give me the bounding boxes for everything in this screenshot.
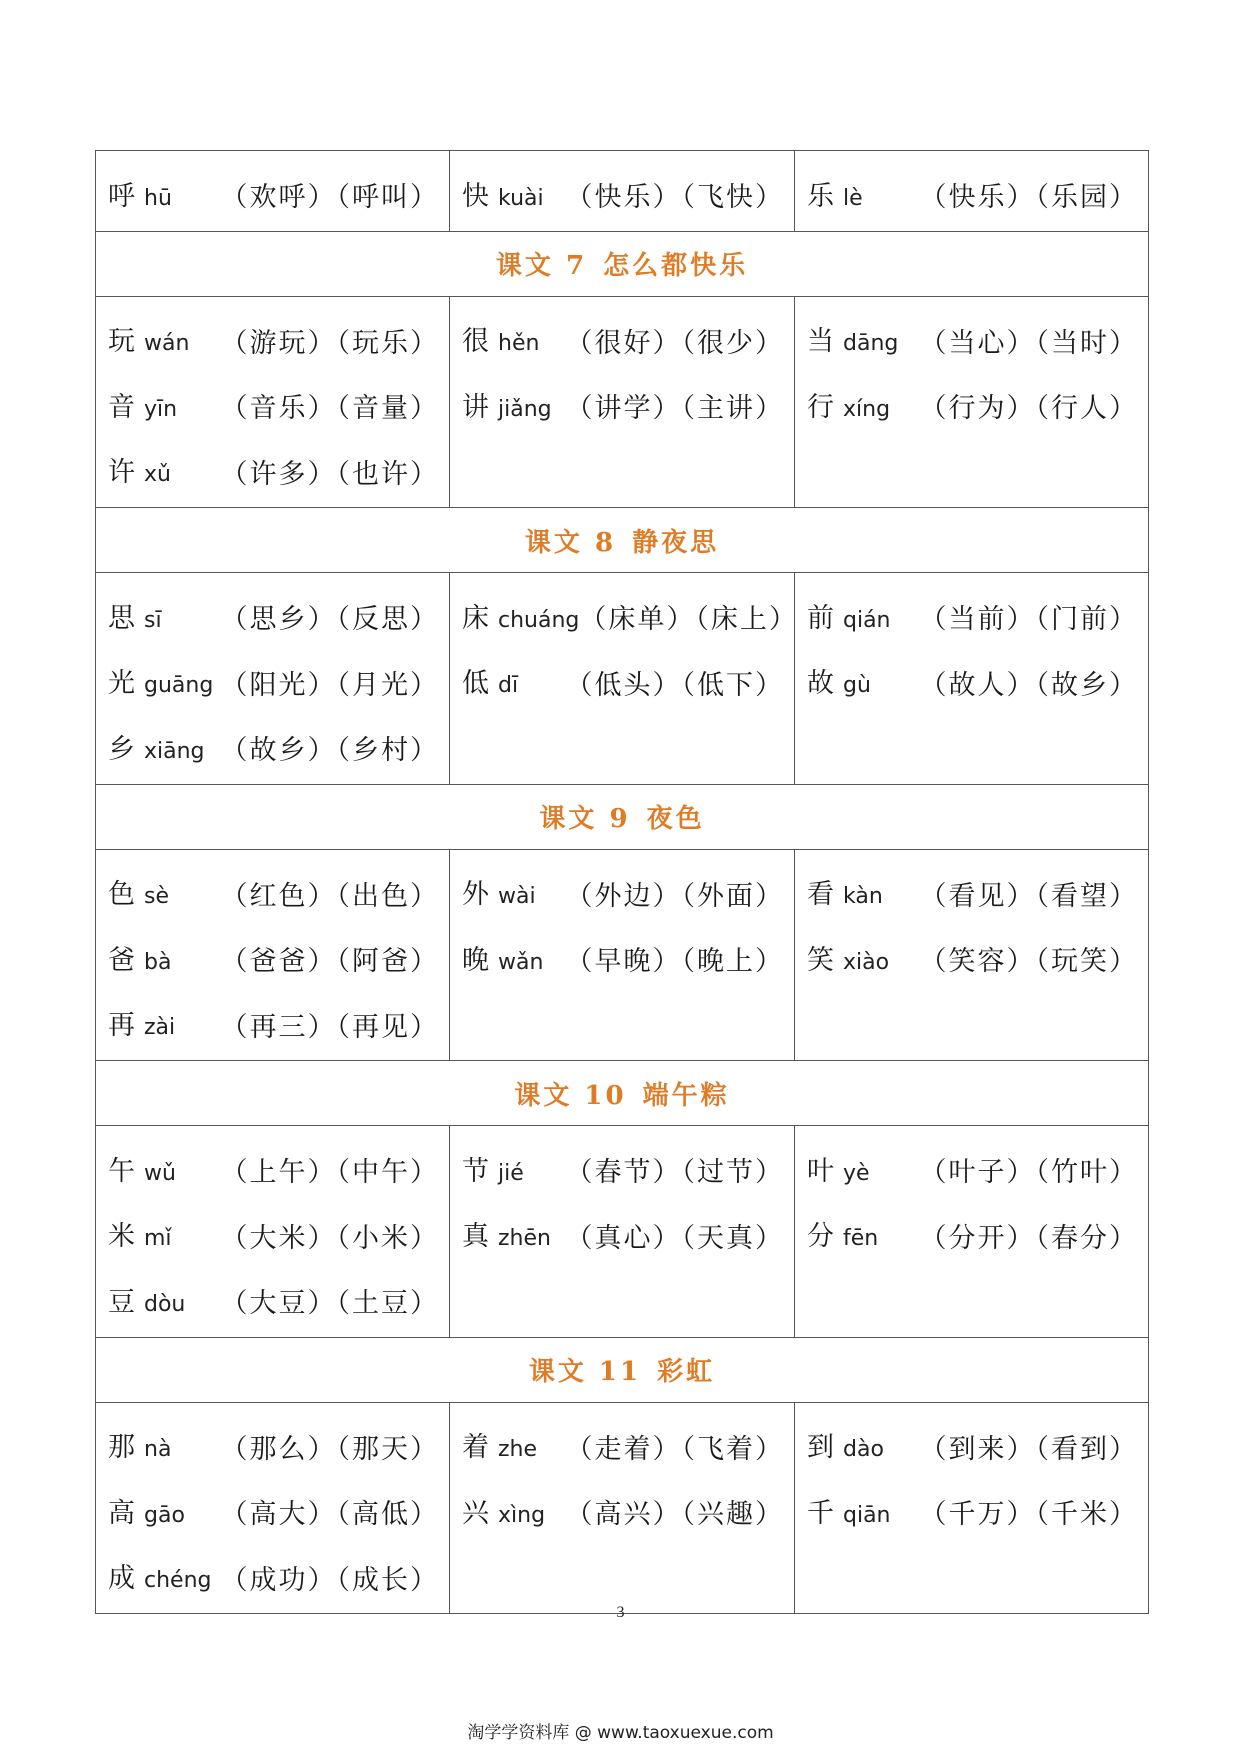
character-entry: [108, 1271, 439, 1337]
character-entry: [807, 1482, 1138, 1548]
footer-watermark: 淘学学资料库 @ www.taoxuexue.com: [467, 1723, 774, 1743]
pinyin: fēn: [843, 1226, 879, 1252]
example-words: （快乐）（飞快）: [565, 182, 784, 214]
hanzi: 当: [807, 326, 835, 358]
pinyin: chuáng: [498, 607, 580, 633]
example-words: （欢呼）（呼叫）: [220, 182, 439, 214]
lesson-title: 端午粽: [642, 1080, 730, 1111]
pinyin: sè: [144, 884, 169, 910]
hanzi: 故: [807, 668, 835, 700]
hanzi: 色: [108, 879, 136, 911]
character-entry: [108, 929, 439, 995]
character-entry: [462, 165, 784, 231]
entries-row: [96, 1126, 1149, 1338]
entries-row: [96, 297, 1149, 509]
character-entry: [108, 1482, 439, 1548]
example-words: （再三）（再见）: [220, 1011, 439, 1043]
hanzi: 着: [462, 1432, 490, 1464]
lesson-title: 静夜思: [632, 527, 720, 558]
character-entry: [807, 311, 1138, 377]
example-words: （爸爸）（阿爸）: [220, 946, 439, 978]
character-with-pinyin: [462, 1495, 545, 1535]
hanzi: 笑: [807, 944, 835, 976]
hanzi: 乐: [807, 180, 835, 212]
entries-column: [795, 297, 1149, 509]
entries-column: [795, 573, 1149, 785]
character-with-pinyin: [462, 323, 539, 363]
pinyin: dāng: [843, 331, 899, 357]
pinyin: lè: [843, 185, 863, 211]
pinyin: dào: [843, 1437, 884, 1463]
character-with-pinyin: [108, 1284, 185, 1324]
hanzi: 光: [108, 668, 136, 700]
character-entry: [807, 1417, 1138, 1483]
hanzi: 那: [108, 1432, 136, 1464]
example-words: （上午）（中午）: [220, 1157, 439, 1189]
pinyin: qiān: [843, 1502, 891, 1528]
hanzi: 行: [807, 391, 835, 423]
hanzi: 晚: [462, 944, 490, 976]
character-with-pinyin: [108, 1495, 185, 1535]
pinyin: dòu: [144, 1291, 186, 1317]
example-words: （分开）（春分）: [919, 1222, 1138, 1254]
character-entry: [462, 1140, 784, 1206]
example-words: （叶子）（竹叶）: [919, 1157, 1138, 1189]
entries-column: [795, 1403, 1149, 1615]
entries-column: [450, 297, 795, 509]
pinyin: xǔ: [144, 462, 171, 488]
entries-column: [795, 850, 1149, 1062]
pinyin: kàn: [843, 884, 883, 910]
lesson-header: [96, 1338, 1149, 1403]
pinyin: yè: [843, 1160, 870, 1186]
lesson-title: 夜色: [646, 804, 705, 834]
character-entry: [807, 929, 1138, 995]
page-number: 3: [616, 1604, 625, 1621]
character-entry: [807, 587, 1138, 653]
pinyin: jiǎng: [498, 396, 552, 422]
example-words: （外边）（外面）: [565, 880, 784, 912]
hanzi: 前: [807, 602, 835, 634]
character-entry: [108, 1140, 439, 1206]
hanzi: 再: [108, 1010, 136, 1042]
hanzi: 分: [807, 1221, 835, 1253]
character-entry: [108, 1206, 439, 1272]
pinyin: gāo: [144, 1502, 185, 1528]
character-with-pinyin: [108, 178, 172, 218]
character-entry: [462, 1482, 784, 1548]
pinyin: wán: [144, 331, 190, 357]
entries-column: [96, 297, 450, 509]
pinyin: qián: [843, 607, 891, 633]
entries-column: [795, 151, 1149, 232]
character-entry: [807, 1206, 1138, 1272]
character-entry: [807, 165, 1138, 231]
character-entry: [807, 864, 1138, 930]
lesson-header: [96, 232, 1149, 297]
pinyin: zhe: [498, 1437, 538, 1463]
lesson-header: [96, 785, 1149, 850]
entries-column: [96, 573, 450, 785]
character-entry: [462, 864, 784, 930]
pinyin: wǎn: [498, 949, 544, 975]
pinyin: bà: [144, 949, 172, 975]
character-with-pinyin: [108, 731, 205, 771]
character-with-pinyin: [108, 454, 171, 494]
entries-row: [96, 1403, 1149, 1615]
pinyin: hū: [144, 185, 172, 211]
character-with-pinyin: [108, 389, 177, 429]
character-with-pinyin: [807, 1218, 878, 1258]
example-words: （笑容）（玩笑）: [919, 946, 1138, 978]
hanzi: 节: [462, 1155, 490, 1187]
example-words: （很好）（很少）: [565, 327, 784, 359]
hanzi: 到: [807, 1432, 835, 1464]
entries-row: [96, 573, 1149, 785]
pinyin: guāng: [144, 673, 214, 699]
character-with-pinyin: [807, 1429, 884, 1469]
character-entry: [462, 376, 784, 442]
entries-column: [96, 1403, 450, 1615]
character-with-pinyin: [462, 1153, 524, 1193]
pinyin: nà: [144, 1437, 172, 1463]
character-with-pinyin: [462, 178, 544, 218]
hanzi: 看: [807, 879, 835, 911]
example-words: （故人）（故乡）: [919, 669, 1138, 701]
example-words: （高兴）（兴趣）: [565, 1499, 784, 1531]
character-with-pinyin: [807, 389, 890, 429]
hanzi: 午: [108, 1155, 136, 1187]
hanzi: 思: [108, 602, 136, 634]
lesson-header: [96, 508, 1149, 573]
hanzi: 米: [108, 1221, 136, 1253]
lesson-title: 怎么都快乐: [603, 251, 749, 281]
entries-column: [96, 850, 450, 1062]
pinyin: kuài: [498, 185, 544, 211]
hanzi: 豆: [108, 1286, 136, 1318]
hanzi: 很: [462, 326, 490, 358]
lesson-label: 课文 11: [528, 1357, 642, 1387]
character-with-pinyin: [108, 600, 162, 640]
example-words: （高大）（高低）: [220, 1499, 439, 1531]
character-entry: [108, 587, 439, 653]
entries-column: [96, 1126, 450, 1338]
character-with-pinyin: [807, 600, 891, 640]
example-words: （大米）（小米）: [220, 1222, 439, 1254]
hanzi: 呼: [108, 180, 136, 212]
pinyin: sī: [144, 607, 162, 633]
character-with-pinyin: [108, 1218, 172, 1258]
hanzi: 外: [462, 879, 490, 911]
example-words: （走着）（飞着）: [565, 1433, 784, 1465]
character-with-pinyin: [807, 178, 863, 218]
character-entry: [462, 587, 798, 653]
example-words: （音乐）（音量）: [220, 393, 439, 425]
character-entry: [108, 864, 439, 930]
character-with-pinyin: [108, 876, 169, 916]
lesson-label: 课文 9: [539, 804, 631, 834]
hanzi: 床: [462, 602, 490, 634]
pinyin: hěn: [498, 331, 540, 357]
vocabulary-table: [95, 150, 1149, 1614]
character-with-pinyin: [462, 876, 536, 916]
example-words: （成功）（成长）: [220, 1564, 439, 1596]
character-with-pinyin: [462, 1218, 551, 1258]
character-with-pinyin: [462, 389, 552, 429]
character-entry: [108, 376, 439, 442]
character-with-pinyin: [807, 876, 883, 916]
character-with-pinyin: [807, 942, 889, 982]
example-words: （看见）（看望）: [919, 880, 1138, 912]
entries-column: [450, 1403, 795, 1615]
character-entry: [462, 653, 784, 719]
character-entry: [108, 718, 439, 784]
character-with-pinyin: [108, 1560, 211, 1600]
pinyin: zài: [144, 1015, 176, 1041]
example-words: （大豆）（土豆）: [220, 1288, 439, 1320]
hanzi: 高: [108, 1497, 136, 1529]
character-entry: [108, 165, 439, 231]
hanzi: 快: [462, 180, 490, 212]
entries-column: [450, 151, 795, 232]
example-words: （行为）（行人）: [919, 393, 1138, 425]
character-with-pinyin: [108, 665, 213, 705]
pinyin: dī: [498, 673, 519, 699]
character-entry: [108, 442, 439, 508]
character-entry: [462, 1417, 784, 1483]
entries-row: [96, 850, 1149, 1062]
hanzi: 乡: [108, 733, 136, 765]
character-with-pinyin: [108, 1007, 175, 1047]
hanzi: 兴: [462, 1497, 490, 1529]
example-words: （低头）（低下）: [565, 669, 784, 701]
example-words: （红色）（出色）: [220, 880, 439, 912]
example-words: （当心）（当时）: [919, 327, 1138, 359]
hanzi: 许: [108, 457, 136, 489]
lesson-label: 课文 7: [495, 251, 588, 281]
example-words: （快乐）（乐园）: [919, 182, 1138, 214]
pinyin: yīn: [144, 396, 178, 422]
character-with-pinyin: [462, 600, 579, 640]
character-with-pinyin: [462, 665, 518, 705]
hanzi: 讲: [462, 391, 490, 423]
entries-column: [795, 1126, 1149, 1338]
character-entry: [462, 929, 784, 995]
lesson-title: 彩虹: [657, 1357, 716, 1387]
hanzi: 玩: [108, 326, 136, 358]
pinyin: wài: [498, 884, 536, 910]
pinyin: chéng: [144, 1568, 212, 1594]
character-with-pinyin: [108, 323, 189, 363]
character-with-pinyin: [462, 942, 543, 982]
lesson-label: 课文 10: [514, 1080, 627, 1111]
character-with-pinyin: [462, 1429, 537, 1469]
hanzi: 真: [462, 1221, 490, 1253]
character-entry: [462, 1206, 784, 1272]
example-words: （故乡）（乡村）: [220, 735, 439, 767]
character-with-pinyin: [108, 1429, 171, 1469]
example-words: （千万）（千米）: [919, 1499, 1138, 1531]
hanzi: 低: [462, 668, 490, 700]
character-entry: [108, 311, 439, 377]
example-words: （真心）（天真）: [565, 1222, 784, 1254]
pinyin: xiào: [843, 949, 890, 975]
character-entry: [108, 1417, 439, 1483]
example-words: （到来）（看到）: [919, 1433, 1138, 1465]
pinyin: wǔ: [144, 1160, 176, 1186]
hanzi: 爸: [108, 944, 136, 976]
character-entry: [807, 653, 1138, 719]
pinyin: gù: [843, 673, 871, 699]
example-words: （思乡）（反思）: [220, 604, 439, 636]
entries-column: [450, 850, 795, 1062]
character-entry: [807, 376, 1138, 442]
hanzi: 成: [108, 1563, 136, 1595]
example-words: （游玩）（玩乐）: [220, 327, 439, 359]
lesson-label: 课文 8: [524, 527, 617, 558]
lesson-header: [96, 1061, 1149, 1126]
entries-column: [450, 573, 798, 785]
pinyin: xiāng: [144, 738, 205, 764]
hanzi: 音: [108, 391, 136, 423]
example-words: （讲学）（主讲）: [565, 393, 784, 425]
character-with-pinyin: [108, 942, 171, 982]
character-with-pinyin: [807, 323, 898, 363]
entries-column: [450, 1126, 795, 1338]
example-words: （阳光）（月光）: [220, 669, 439, 701]
character-with-pinyin: [807, 665, 871, 705]
pinyin: mǐ: [144, 1226, 172, 1252]
character-entry: [108, 653, 439, 719]
character-with-pinyin: [108, 1153, 176, 1193]
example-words: （早晚）（晚上）: [565, 946, 784, 978]
character-entry: [807, 1140, 1138, 1206]
character-with-pinyin: [807, 1495, 891, 1535]
hanzi: 叶: [807, 1155, 835, 1187]
pinyin: zhēn: [498, 1226, 551, 1252]
character-entry: [108, 995, 439, 1061]
example-words: （春节）（过节）: [565, 1157, 784, 1189]
pinyin: xíng: [843, 396, 891, 422]
pinyin: xìng: [498, 1502, 546, 1528]
entries-column: [96, 151, 450, 232]
character-entry: [462, 311, 784, 377]
hanzi: 千: [807, 1497, 835, 1529]
example-words: （当前）（门前）: [919, 604, 1138, 636]
example-words: （那么）（那天）: [220, 1433, 439, 1465]
character-with-pinyin: [807, 1153, 870, 1193]
pinyin: jié: [498, 1160, 524, 1186]
example-words: （许多）（也许）: [220, 458, 439, 490]
entries-row: [96, 151, 1149, 232]
example-words: （床单）（床上）: [579, 604, 798, 636]
